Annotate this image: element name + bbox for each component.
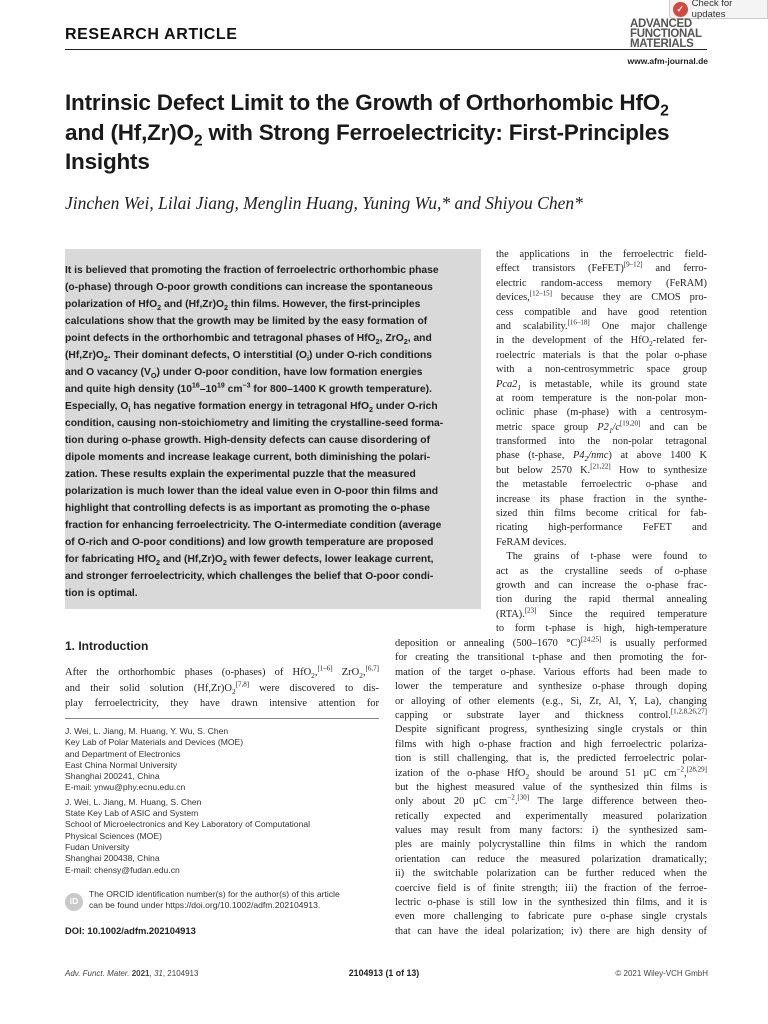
body-line: phase (t-phase, $P4_2/nmc$) at above 1400 K	[496, 450, 707, 464]
body-line: increase its phase fraction in the synthe-	[496, 493, 707, 505]
body-line: values may result from many factors: i) the synthesized sam-	[395, 825, 707, 837]
abstract-line: (o-phase) through O-poor growth conditions can increase the spontaneous	[65, 282, 433, 293]
body-line: electric random-access memory (FeRAM)	[496, 277, 707, 289]
body-line: FeRAM devices.	[496, 536, 567, 548]
affiliation-line: Key Lab of Polar Materials and Devices (MOE)	[65, 737, 244, 748]
body-line: sized thin films become critical for fab-	[496, 508, 707, 520]
body-line: with a non-centrosymmetric space group	[496, 364, 707, 376]
author-list: Jinchen Wei, Lilai Jiang, Menglin Huang, Yuning Wu,* and Shiyou Chen*	[65, 193, 583, 213]
affiliation-line: State Key Lab of ASIC and System	[65, 808, 199, 819]
orcid-line: can be found under https://doi.org/10.1002/adfm.202104913.	[89, 900, 321, 911]
header-rule	[65, 49, 707, 50]
body-line: metric space group $P2_1/c[19,20]$ and can be	[496, 419, 707, 435]
affiliations	[65, 726, 379, 876]
body-line: ricating high-performance FeFET and	[496, 522, 707, 534]
body-line: devices,[12–15] because they are CMOS pro-	[496, 289, 707, 304]
footer-citation: Adv. Funct. Mater. 2021, 31, 2104913	[65, 969, 199, 978]
check-for-updates-button[interactable]	[669, 0, 768, 19]
affiliation-line: Shanghai 200241, China	[65, 771, 160, 782]
body-line: ization of the o-phase HfO$_2$ should be around 51 µC $cm^{-2},[28,29]$	[395, 765, 708, 781]
abstract	[65, 262, 469, 602]
affiliation-line: J. Wei, L. Jiang, M. Huang, Y. Wu, S. Chen	[65, 726, 229, 736]
body-line: lower the temperature and synthesize o-phase through doping	[395, 681, 707, 693]
body-line: act as the crystalline seeds of o-phase	[496, 565, 707, 577]
body-line: but below 2570 K.[21,22] How to synthesize	[496, 462, 707, 476]
title-line: and $(Hf,Zr)O_2$ with Strong Ferroelectricity: First-Principles	[65, 119, 670, 149]
abstract-line: zation. These results explain the experimental puzzle that the measured	[65, 469, 416, 480]
abstract-line: tion during o-phase growth. High-density defects can cause disordering of	[65, 435, 431, 446]
abstract-line: dipole moments and increase leakage current, both diminishing the polari-	[65, 452, 431, 463]
body-line: capping or substrate layer and thickness control.[1,2,8,26,27]	[395, 707, 707, 721]
body-line: only about 20 µC $cm^{-2}.[30]$ The large difference between theo-	[395, 793, 708, 808]
body-line: effect transistors (FeFET)[9–12] and ferro-	[496, 260, 707, 275]
body-line: After the orthorhombic phases (o-phases) of HfO$_2$,[1–6] ZrO$_2$,[6,7]	[65, 664, 379, 681]
orcid-icon: iD	[65, 893, 83, 911]
journal-logo	[630, 19, 708, 49]
body-line: to form t-phase is high, high-temperature	[496, 623, 707, 635]
body-line: at room temperature is the non-polar mon-	[496, 392, 707, 404]
body-line: coercive field is of finite strength; iii) the fraction of the ferroe-	[395, 882, 707, 894]
body-line: for creating the transitional t-phase and then promoting the for-	[395, 652, 707, 664]
body-line: and their solid solution $(Hf,Zr)O_2[7,8]$ were discovered to dis-	[65, 680, 379, 696]
abstract-line: and O vacancy $(V_O)$ under O-poor condition, have low formation energies	[65, 367, 423, 381]
title-line: Intrinsic Defect Limit to the Growth of Orthorhombic HfO$_2$	[65, 90, 669, 120]
abstract-line: and stronger ferroelectricity, which challenges the belief that O-poor condi-	[65, 571, 434, 582]
abstract-line: polarization of HfO$_2$ and $(Hf,Zr)O_2$ thin films. However, the first-principles	[65, 299, 421, 313]
body-line: $Pca2_1$ is metastable, while its ground state	[496, 378, 707, 392]
body-text-right-lower	[395, 637, 707, 939]
abstract-line: point defects in the orthorhombic and tetragonal phases of HfO$_2$, ZrO$_2$, and	[65, 333, 432, 347]
abstract-line: Especially, $O_i$ has negative formation energy in tetragonal HfO$_2$ under O-rich	[65, 401, 438, 415]
doi[interactable]: DOI: 10.1002/adfm.202104913	[65, 925, 196, 936]
abstract-line: highlight that controlling defects is as important as promoting the o-phase	[65, 503, 430, 514]
abstract-line: of O-rich and O-poor conditions) and low growth temperature are proposed	[65, 537, 434, 548]
journal-logo-word: ADVANCED	[630, 18, 692, 30]
journal-url[interactable]: www.afm-journal.de	[627, 56, 708, 66]
body-line: retically expected and experimentally measured polarization	[395, 810, 707, 822]
title-line: Insights	[65, 149, 150, 174]
affiliation-divider	[65, 718, 379, 719]
abstract-line: $(Hf,Zr)O_2$. Their dominant defects, O interstitial $(O_i)$ under O-rich conditions	[65, 350, 433, 364]
abstract-line: fraction for enhancing ferroelectricity. The O-intermediate condition (average	[65, 520, 442, 531]
body-line: play ferroelectricity, they have drawn intensive attention for	[65, 698, 379, 709]
abstract-line: condition, causing non-stoichiometry and limiting the crystalline-seed forma-	[65, 418, 444, 429]
abstract-line: It is believed that promoting the fraction of ferroelectric orthorhombic phase	[65, 265, 439, 276]
affiliation-line: Physical Sciences (MOE)	[65, 830, 162, 841]
body-line: in the development of the HfO$_2$-related fer-	[496, 335, 708, 349]
body-line: tion during the rapid thermal annealing	[496, 594, 707, 606]
check-updates-icon: ✓	[673, 2, 688, 17]
body-text-left	[65, 665, 379, 712]
orcid-text	[89, 889, 340, 912]
article-title	[65, 88, 725, 177]
affiliation-line: Fudan University	[65, 841, 130, 852]
affiliation-line[interactable]: E-mail: ynwu@phy.ecnu.edu.cn	[65, 782, 186, 793]
body-line: Despite significant progress, synthesizing single crystals or thin	[395, 724, 707, 736]
footer-page-number: 2104913 (1 of 13)	[348, 968, 420, 978]
affiliation-line: School of Microelectronics and Key Laboratory of Computational	[65, 819, 311, 830]
check-updates-label: Check for updates	[691, 0, 733, 20]
body-line: deposition or annealing (500–1670 °C)[24,25] is usually performed	[395, 635, 707, 649]
body-line: cess compatible and have good retention	[496, 306, 707, 318]
body-line: ii) the switchable polarization can be further reduced when the	[395, 868, 707, 880]
footer-copyright: © 2021 Wiley-VCH GmbH	[615, 969, 708, 978]
body-line: even more challenging to fabricate pure o-phase single crystals	[395, 911, 707, 923]
orcid-note	[65, 889, 379, 912]
body-text-right-upper	[496, 248, 707, 637]
body-line: ples are mainly polycrystalline thin films in which the random	[395, 839, 707, 851]
abstract-line: for fabricating HfO$_2$ and $(Hf,Zr)O_2$ with fewer defects, lower leakage current,	[65, 554, 434, 568]
body-line: roelectric materials is that the polar o-phase	[496, 349, 707, 361]
abstract-line: tion is optimal.	[65, 588, 138, 599]
affiliation-line: and Department of Electronics	[65, 748, 181, 759]
body-line: The grains of t-phase were found to	[496, 551, 707, 563]
body-line: transformed into the non-polar tetragonal	[496, 436, 707, 448]
body-line: the metastable ferroelectric o-phase and	[496, 479, 707, 491]
body-line: mation of the target o-phase. Various efforts had been made to	[395, 666, 707, 678]
section-label: RESEARCH ARTICLE	[65, 26, 238, 43]
abstract-line: polarization is much lower than the ideal value even in O-poor thin films and	[65, 486, 439, 497]
affiliation-line: Shanghai 200438, China	[65, 853, 160, 864]
journal-logo-word: MATERIALS	[630, 38, 694, 50]
body-line: lectric o-phase is still low in the synthesized thin films, and it is	[395, 897, 707, 909]
body-line: films with high o-phase fraction and high ferroelectric polariza-	[395, 738, 707, 750]
body-line: and scalability.[16–18] One major challenge	[496, 318, 707, 332]
body-line: tion is still challenging, that is, the predicted ferroelectric polar-	[395, 753, 707, 765]
body-line: oclinic phase (m-phase) with a centrosym-	[496, 407, 707, 419]
journal-logo-word: FUNCTIONAL	[630, 28, 702, 40]
affiliation-line[interactable]: E-mail: chensy@fudan.edu.cn	[65, 864, 180, 875]
orcid-line: The ORCID identification number(s) for the author(s) of this article	[89, 889, 340, 899]
abstract-line: and quite high density ($10^{16}-10^{19}$ $cm^{-3}$ for 800–1400 K growth temperature).	[65, 382, 432, 395]
body-line: that can have the ideal polarization; iv) there are high density of	[395, 925, 707, 937]
body-line: or alloying of other elements (e.g., Si, Zr, Al, Y, La), changing	[395, 695, 707, 707]
body-line: orientation can reduce the measured polarization dramatically;	[395, 853, 707, 865]
body-line: (RTA).[23] Since the required temperature	[496, 606, 707, 620]
body-line: but the highest measured value of the synthesized thin films is	[395, 781, 707, 793]
body-line: growth and can increase the o-phase frac-	[496, 579, 707, 591]
body-line: the applications in the ferroelectric field-	[496, 249, 707, 260]
section-heading-introduction: 1. Introduction	[65, 639, 149, 653]
affiliation-line: J. Wei, L. Jiang, M. Huang, S. Chen	[65, 796, 202, 807]
affiliation-line: East China Normal University	[65, 759, 178, 770]
abstract-line: calculations show that the growth may be limited by the easy formation of	[65, 316, 428, 327]
